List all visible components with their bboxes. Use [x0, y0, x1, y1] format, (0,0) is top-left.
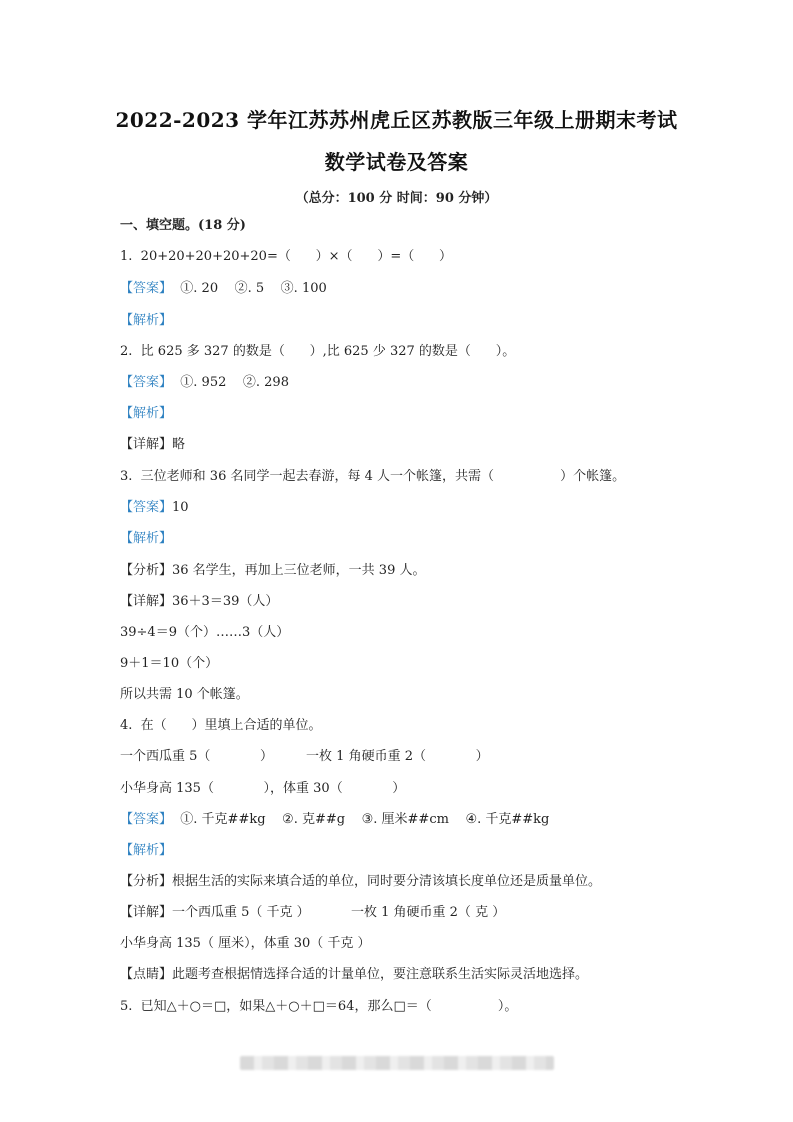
question-4-line1: 一个西瓜重 5（ ） 一枚 1 角硬币重 2（ ）	[120, 749, 489, 764]
detail-step: 所以共需 10 个帐篷。	[120, 687, 249, 702]
analysis-label: 【解析】	[120, 406, 173, 421]
answer-text: 10	[172, 500, 189, 515]
answer-label: 【答案】	[120, 812, 173, 827]
answer-1	[120, 281, 327, 297]
question-3: 3. 三位老师和 36 名同学一起去春游，每 4 人一个帐篷，共需（ ）个帐篷。	[120, 469, 626, 484]
detail-text: 【详解】一个西瓜重 5（ 千克 ） 一枚 1 角硬币重 2（ 克 ）	[120, 905, 506, 920]
blurred-footer	[240, 1056, 554, 1070]
detail-step: 9＋1＝10（个）	[120, 656, 219, 671]
answer-label: 【答案】	[120, 375, 173, 390]
section-heading: 一、填空题。(18 分)	[120, 218, 246, 233]
analysis-label: 【解析】	[120, 531, 173, 546]
question-2: 2. 比 625 多 327 的数是（ ）,比 625 少 327 的数是（ ）。	[120, 344, 516, 359]
analysis-label: 【解析】	[120, 313, 173, 328]
answer-text: ①. 952 ②. 298	[172, 375, 289, 390]
answer-text: ①. 千克##kg ②. 克##g ③. 厘米##cm ④. 千克##kg	[172, 812, 550, 827]
question-4: 4. 在（ ）里填上合适的单位。	[120, 718, 322, 733]
exam-info: （总分：100 分 时间：90 分钟）	[295, 191, 498, 206]
page-title: 2022-2023 学年江苏苏州虎丘区苏教版三年级上册期末考试	[115, 108, 678, 132]
answer-4	[120, 812, 549, 828]
analysis-label: 【解析】	[120, 843, 173, 858]
detail-text: 【详解】略	[120, 437, 186, 452]
question-1: 1. 20+20+20+20+20=（ ）×（ ）=（ ）	[120, 249, 453, 264]
answer-text: ①. 20 ②. 5 ③. 100	[172, 281, 327, 296]
analysis-text: 【分析】根据生活的实际来填合适的单位，同时要分清该填长度单位还是质量单位。	[120, 874, 602, 889]
answer-3	[120, 500, 189, 516]
detail-text: 【详解】36＋3＝39（人）	[120, 594, 279, 609]
detail-step: 39÷4＝9（个）……3（人）	[120, 625, 290, 640]
detail-text-2: 小华身高 135（ 厘米），体重 30（ 千克 ）	[120, 936, 371, 951]
question-4-line2: 小华身高 135（ ），体重 30（ ）	[120, 781, 406, 796]
answer-label: 【答案】	[120, 281, 173, 296]
answer-2	[120, 375, 289, 391]
page-title-line2: 数学试卷及答案	[324, 150, 469, 174]
comment-text: 【点睛】此题考查根据情选择合适的计量单位，要注意联系生活实际灵活地选择。	[120, 967, 589, 982]
question-5: 5. 已知△＋○＝□，如果△＋○＋□＝64，那么□＝（ ）。	[120, 999, 518, 1014]
analysis-text: 【分析】36 名学生，再加上三位老师，一共 39 人。	[120, 563, 426, 578]
answer-label: 【答案】	[120, 500, 173, 515]
